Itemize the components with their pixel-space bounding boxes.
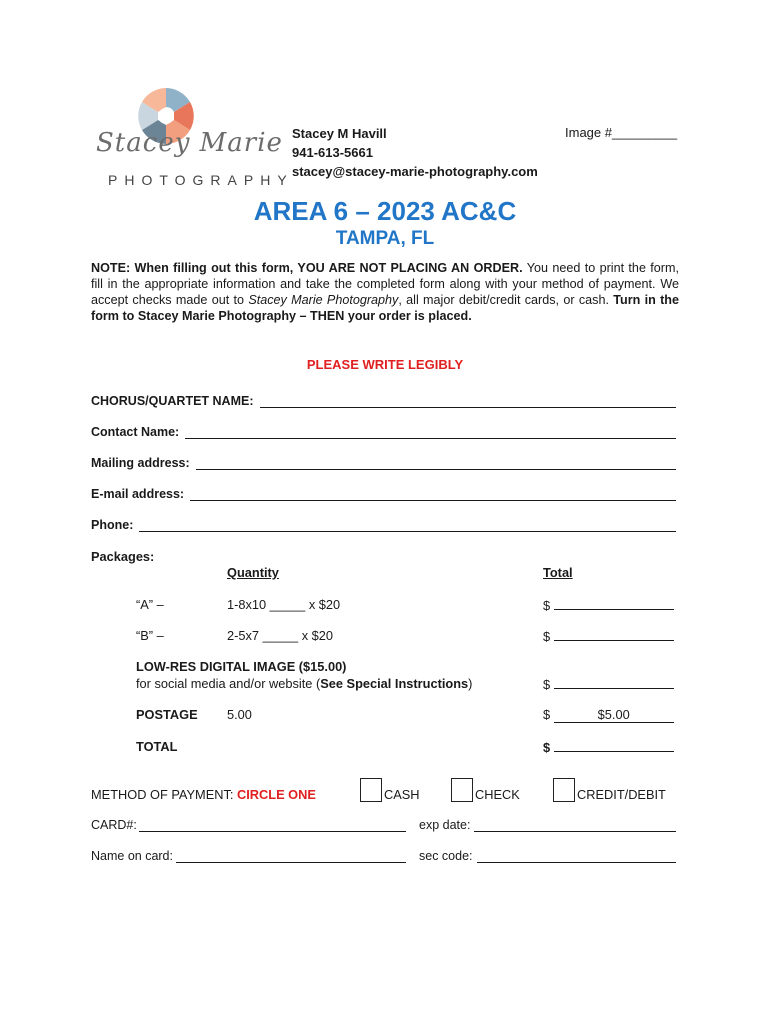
package-a-label: “A” –: [136, 597, 164, 612]
image-number-field[interactable]: Image #_________: [565, 125, 678, 140]
company-logo: [96, 86, 294, 191]
mailing-address-line[interactable]: [196, 457, 676, 470]
dollar-sign: $: [543, 707, 551, 722]
exp-date-field[interactable]: [419, 818, 676, 832]
email-address-line[interactable]: [190, 488, 676, 501]
digital-sub-pre: for social media and/or website (: [136, 676, 321, 691]
dollar-sign: $: [543, 629, 551, 644]
cash-label: CASH: [384, 787, 420, 802]
card-number-label: CARD#:: [91, 818, 137, 832]
note-italic: Stacey Marie Photography: [248, 293, 399, 307]
contact-name-field[interactable]: [91, 425, 676, 439]
card-number-field[interactable]: [91, 818, 406, 832]
name-on-card-label: Name on card:: [91, 849, 173, 863]
digital-image-total[interactable]: [543, 676, 674, 692]
postage-value: 5.00: [227, 707, 252, 722]
page-title: AREA 6 – 2023 AC&C: [253, 196, 517, 226]
sec-code-line[interactable]: [477, 850, 676, 863]
email-address-label: E-mail address:: [91, 487, 185, 501]
total-header: Total: [543, 565, 573, 580]
package-b-label: “B” –: [136, 628, 164, 643]
note-paragraph: [91, 260, 679, 324]
quantity-header: Quantity: [227, 565, 279, 580]
phone-field[interactable]: [91, 518, 676, 532]
dollar-sign: $: [543, 740, 551, 755]
contact-block: [292, 124, 538, 181]
package-b-total[interactable]: [543, 628, 674, 644]
digital-sub-post: ): [468, 676, 473, 691]
logo-wordmark: PHOTOGRAPHY: [108, 172, 294, 188]
phone-line[interactable]: [139, 519, 676, 532]
grand-total-label: TOTAL: [136, 739, 178, 754]
email-address-field[interactable]: [91, 487, 676, 501]
dollar-sign: $: [543, 677, 551, 692]
exp-date-label: exp date:: [419, 818, 471, 832]
note-bold-outro: Turn in the form to Stacey Marie Photography – THEN your order is placed.: [91, 293, 679, 323]
circle-one-text: CIRCLE ONE: [236, 787, 316, 802]
phone-label: Phone:: [91, 518, 134, 532]
payment-label-text: METHOD OF PAYMENT:: [91, 787, 237, 802]
chorus-name-field[interactable]: [91, 394, 676, 408]
package-b-quantity[interactable]: 2-5x7 _____ x $20: [227, 628, 334, 643]
write-legibly-notice: PLEASE WRITE LEGIBLY: [306, 357, 464, 372]
payment-method-label: [91, 787, 316, 802]
dollar-sign: $: [543, 598, 551, 613]
check-label: CHECK: [475, 787, 520, 802]
digital-image-title: LOW-RES DIGITAL IMAGE ($15.00): [136, 659, 347, 674]
postage-total: [543, 707, 674, 723]
chorus-name-label: CHORUS/QUARTET NAME:: [91, 394, 254, 408]
sec-code-label: sec code:: [419, 849, 473, 863]
name-on-card-field[interactable]: [91, 849, 406, 863]
card-number-line[interactable]: [139, 819, 406, 832]
note-bold-intro: NOTE: When filling out this form, YOU ARE NOT PLACING AN ORDER.: [91, 261, 523, 275]
contact-name-label: Contact Name:: [91, 425, 180, 439]
contact-email: stacey@stacey-marie-photography.com: [292, 164, 538, 179]
grand-total-field[interactable]: [543, 739, 674, 755]
note-text-2: , all major debit/credit cards, or cash.: [398, 293, 614, 307]
packages-label: Packages:: [91, 549, 155, 564]
check-checkbox[interactable]: [451, 778, 473, 802]
mailing-address-label: Mailing address:: [91, 456, 190, 470]
special-instructions: See Special Instructions: [320, 676, 469, 691]
exp-date-line[interactable]: [474, 819, 676, 832]
contact-phone: 941-613-5661: [292, 145, 373, 160]
mailing-address-field[interactable]: [91, 456, 676, 470]
page-subtitle: TAMPA, FL: [335, 228, 435, 249]
package-a-quantity[interactable]: 1-8x10 _____ x $20: [227, 597, 341, 612]
credit-debit-label: CREDIT/DEBIT: [577, 787, 666, 802]
cash-checkbox[interactable]: [360, 778, 382, 802]
postage-label: POSTAGE: [136, 707, 198, 722]
package-a-total[interactable]: [543, 597, 674, 613]
digital-image-subtitle: [136, 676, 472, 691]
chorus-name-line[interactable]: [260, 395, 677, 408]
sec-code-field[interactable]: [419, 849, 676, 863]
logo-script-text: Stacey Marie: [96, 128, 283, 158]
note-text-1: You need to print the form, fill in the appropriate information and take the completed form along with your method of payment. We accept checks made out to: [91, 261, 679, 307]
contact-name-line[interactable]: [185, 426, 676, 439]
name-on-card-line[interactable]: [176, 850, 406, 863]
postage-total-value: $5.00: [554, 708, 674, 723]
contact-name: Stacey M Havill: [292, 126, 387, 141]
credit-debit-checkbox[interactable]: [553, 778, 575, 802]
